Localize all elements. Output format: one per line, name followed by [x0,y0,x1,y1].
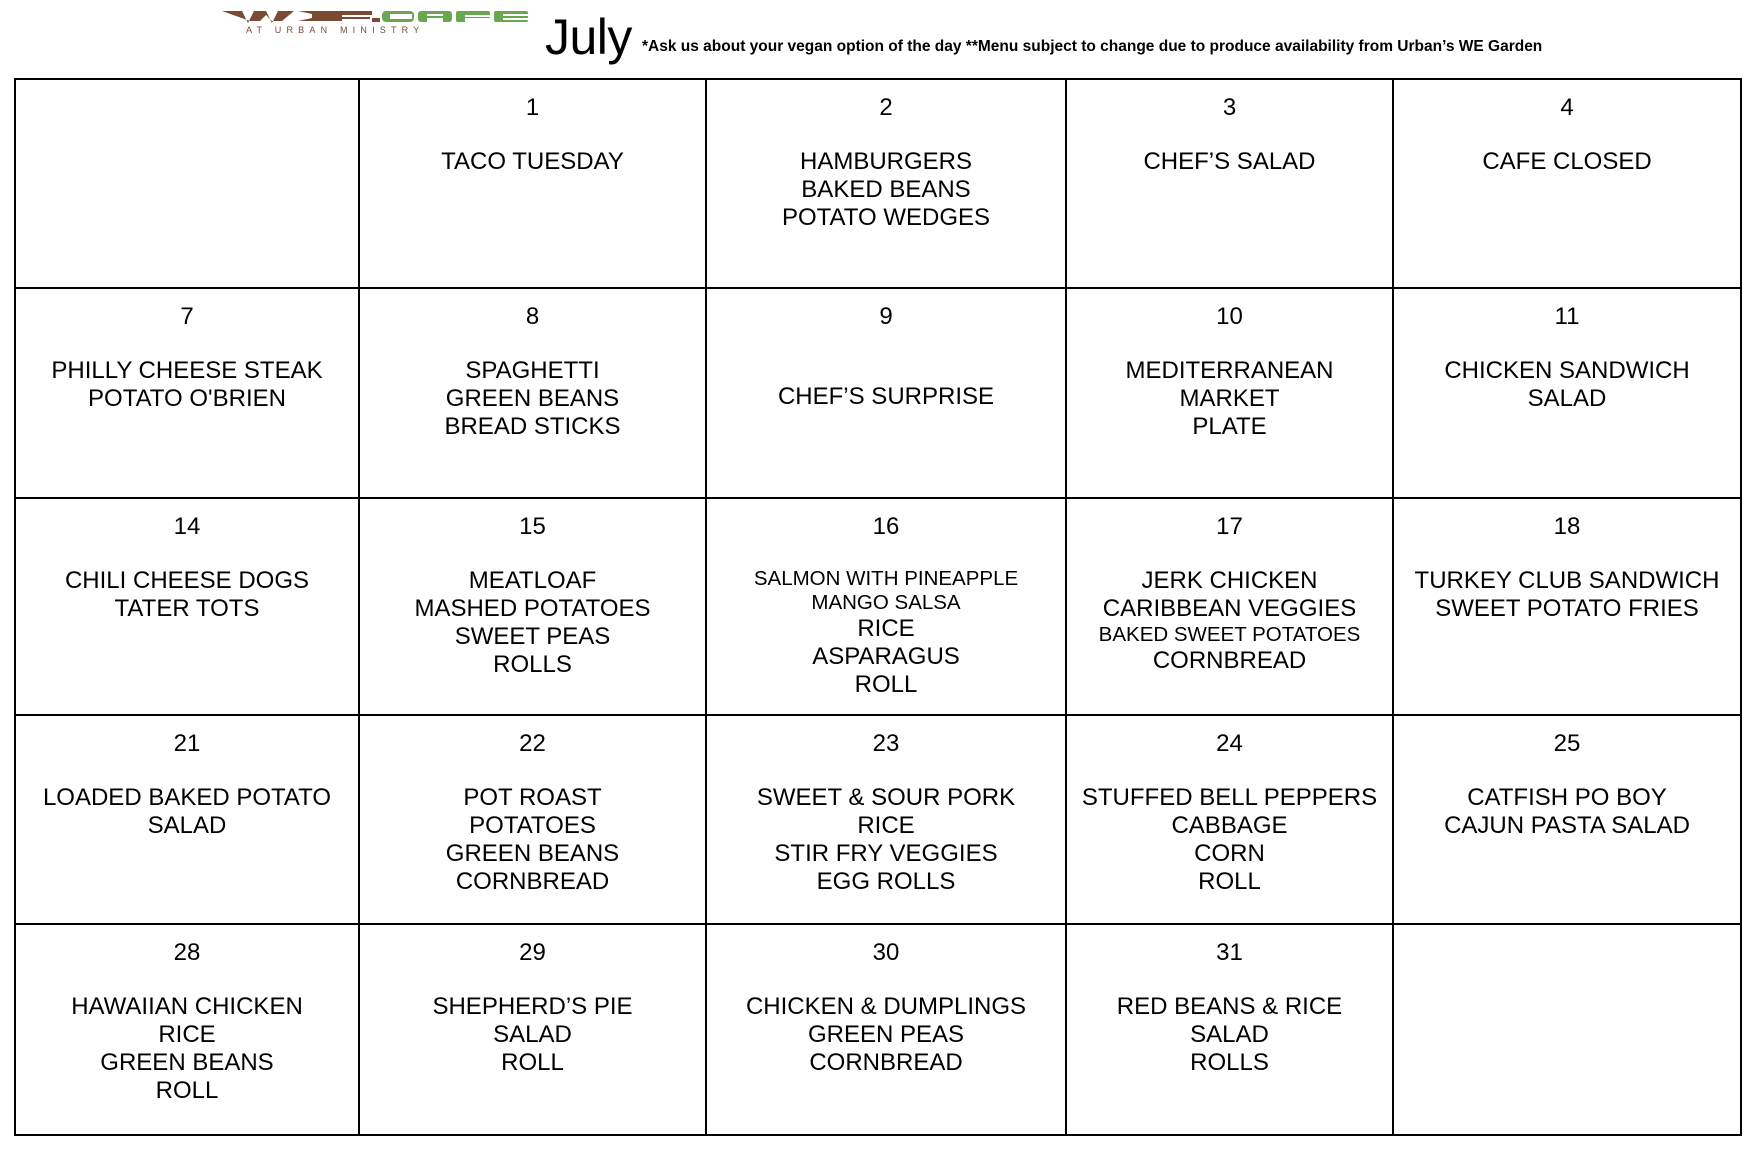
menu-items [360,148,705,176]
menu-item: ROLL [1198,868,1261,895]
menu-items [360,567,705,679]
empty-day-cell [16,80,360,289]
menu-item: SALAD [1527,385,1607,412]
menu-items [1067,357,1392,441]
menu-item: ROLLS [493,651,572,678]
menu-items [16,567,358,623]
menu-item: SWEET & SOUR PORK [756,784,1016,811]
day-number: 22 [519,730,546,757]
menu-item: MASHED POTATOES [414,595,651,622]
day-cell-23 [707,716,1067,925]
day-number: 2 [879,94,893,121]
menu-items [707,784,1065,896]
day-number: 10 [1216,303,1243,330]
menu-item: CARIBBEAN VEGGIES [1102,595,1357,622]
day-cell-7 [16,289,360,499]
day-number: 23 [872,730,900,757]
menu-items [360,993,705,1077]
day-number: 16 [872,513,900,540]
page-header [0,0,1752,74]
menu-item: TATER TOTS [114,595,260,622]
day-cell-9 [707,289,1067,499]
menu-item: GREEN PEAS [807,1021,965,1048]
we-cafe-logo [222,9,540,35]
menu-item: GREEN BEANS [445,840,620,867]
menu-item: CHEF’S SALAD [1143,148,1316,175]
menu-item: CAJUN PASTA SALAD [1444,812,1690,839]
day-number: 31 [1216,939,1243,966]
menu-item: PLATE [1192,413,1267,440]
day-number: 29 [519,939,546,966]
day-cell-22 [360,716,707,925]
menu-item: CHICKEN SANDWICH [1444,357,1690,384]
menu-items [1394,357,1740,413]
menu-item: SWEET POTATO FRIES [1435,595,1699,622]
menu-item: HAWAIIAN CHICKEN [71,993,303,1020]
menu-items [360,357,705,441]
day-cell-31 [1067,925,1394,1134]
day-cell-4 [1394,80,1740,289]
menu-item: SWEET PEAS [454,623,611,650]
menu-item: SALAD [493,1021,572,1048]
day-number: 1 [525,94,540,121]
menu-items [16,784,358,840]
menu-item: JERK CHICKEN [1141,567,1318,594]
day-number: 30 [872,939,900,966]
menu-items [360,784,705,896]
menu-item: STIR FRY VEGGIES [774,840,998,867]
day-number: 15 [519,513,546,540]
day-number: 3 [1222,94,1237,121]
menu-item: SALMON WITH PINEAPPLE [753,567,1019,590]
day-number: 11 [1554,303,1580,330]
menu-item: SPAGHETTI [465,357,600,384]
menu-items [16,357,358,413]
menu-item: CATFISH PO BOY [1467,784,1667,811]
day-cell-10 [1067,289,1394,499]
menu-item: CORNBREAD [455,868,610,895]
menu-item: POTATO WEDGES [781,204,991,231]
day-cell-3 [1067,80,1394,289]
menu-item: ASPARAGUS [812,643,960,670]
day-cell-17 [1067,499,1394,716]
menu-item: EGG ROLLS [816,868,956,895]
menu-item: CABBAGE [1171,812,1288,839]
day-cell-15 [360,499,707,716]
logo-subtext: AT URBAN MINISTRY [246,25,425,35]
we-cafe-logo-graphic [222,9,540,35]
menu-item: CAFE CLOSED [1482,148,1652,175]
menu-item: PHILLY CHEESE STEAK [51,357,323,384]
menu-item: RICE [158,1021,216,1048]
day-number: 7 [180,303,194,330]
menu-item: BAKED SWEET POTATOES [1098,623,1361,646]
menu-item: RED BEANS & RICE [1116,993,1343,1020]
day-number: 17 [1216,513,1243,540]
menu-items [1394,784,1740,840]
menu-item: LOADED BAKED POTATO [42,784,332,811]
menu-item: CORN [1194,840,1265,867]
menu-items [707,148,1065,232]
menu-item: GREEN BEANS [445,385,620,412]
day-number: 21 [173,730,201,757]
empty-day-cell [1394,925,1740,1134]
day-cell-28 [16,925,360,1134]
menu-item: CHILI CHEESE DOGS [64,567,310,594]
menu-item: POT ROAST [463,784,602,811]
day-number: 4 [1560,94,1574,121]
day-cell-2 [707,80,1067,289]
menu-items [16,993,358,1105]
menu-item: CHEF’S SURPRISE [777,383,995,410]
menu-item: SALAD [1190,1021,1269,1048]
menu-item: SHEPHERD’S PIE [432,993,633,1020]
day-number: 8 [525,303,540,330]
menu-items [1067,784,1392,896]
day-number: 28 [173,939,201,966]
menu-item: TURKEY CLUB SANDWICH [1414,567,1720,594]
day-cell-16 [707,499,1067,716]
menu-item: MARKET [1179,385,1280,412]
menu-item: STUFFED BELL PEPPERS [1081,784,1378,811]
day-number: 14 [173,513,201,540]
day-cell-14 [16,499,360,716]
menu-item: ROLL [854,671,918,698]
day-cell-21 [16,716,360,925]
menu-item: BAKED BEANS [801,176,971,203]
menu-items [1394,567,1740,623]
day-cell-30 [707,925,1067,1134]
menu-items [707,383,1065,411]
menu-items [1394,148,1740,176]
menu-item: BREAD STICKS [444,413,621,440]
day-number: 24 [1216,730,1243,757]
menu-item: TACO TUESDAY [441,148,624,175]
day-cell-24 [1067,716,1394,925]
month-title: July [545,9,632,65]
menu-item: CHICKEN & DUMPLINGS [745,993,1027,1020]
menu-item: ROLL [501,1049,564,1076]
menu-calendar-grid [14,78,1742,1136]
menu-item: RICE [857,812,915,839]
day-number: 18 [1553,513,1581,540]
menu-item: CORNBREAD [1152,647,1307,674]
menu-notice: *Ask us about your vegan option of the day **Menu subject to change due to produce availability from Urban’s WE Garden [642,38,1543,55]
day-cell-8 [360,289,707,499]
menu-items [1067,148,1392,176]
day-number: 25 [1553,730,1581,757]
day-cell-29 [360,925,707,1134]
menu-item: MEDITERRANEAN [1125,357,1334,384]
menu-item: MEATLOAF [468,567,597,594]
menu-item: RICE [857,615,915,642]
day-cell-25 [1394,716,1740,925]
menu-item: ROLL [155,1077,219,1104]
menu-item: HAMBURGERS [799,148,973,175]
menu-item: SALAD [147,812,227,839]
menu-item: ROLLS [1190,1049,1269,1076]
menu-item: POTATO O'BRIEN [88,385,286,412]
day-cell-11 [1394,289,1740,499]
menu-items [707,567,1065,699]
day-cell-1 [360,80,707,289]
menu-item: GREEN BEANS [100,1049,274,1076]
day-number: 9 [879,303,893,330]
menu-items [1067,567,1392,675]
menu-items [1067,993,1392,1077]
menu-item: MANGO SALSA [811,591,961,614]
menu-item: CORNBREAD [809,1049,963,1076]
menu-item: POTATOES [469,812,596,839]
menu-items [707,993,1065,1077]
day-cell-18 [1394,499,1740,716]
